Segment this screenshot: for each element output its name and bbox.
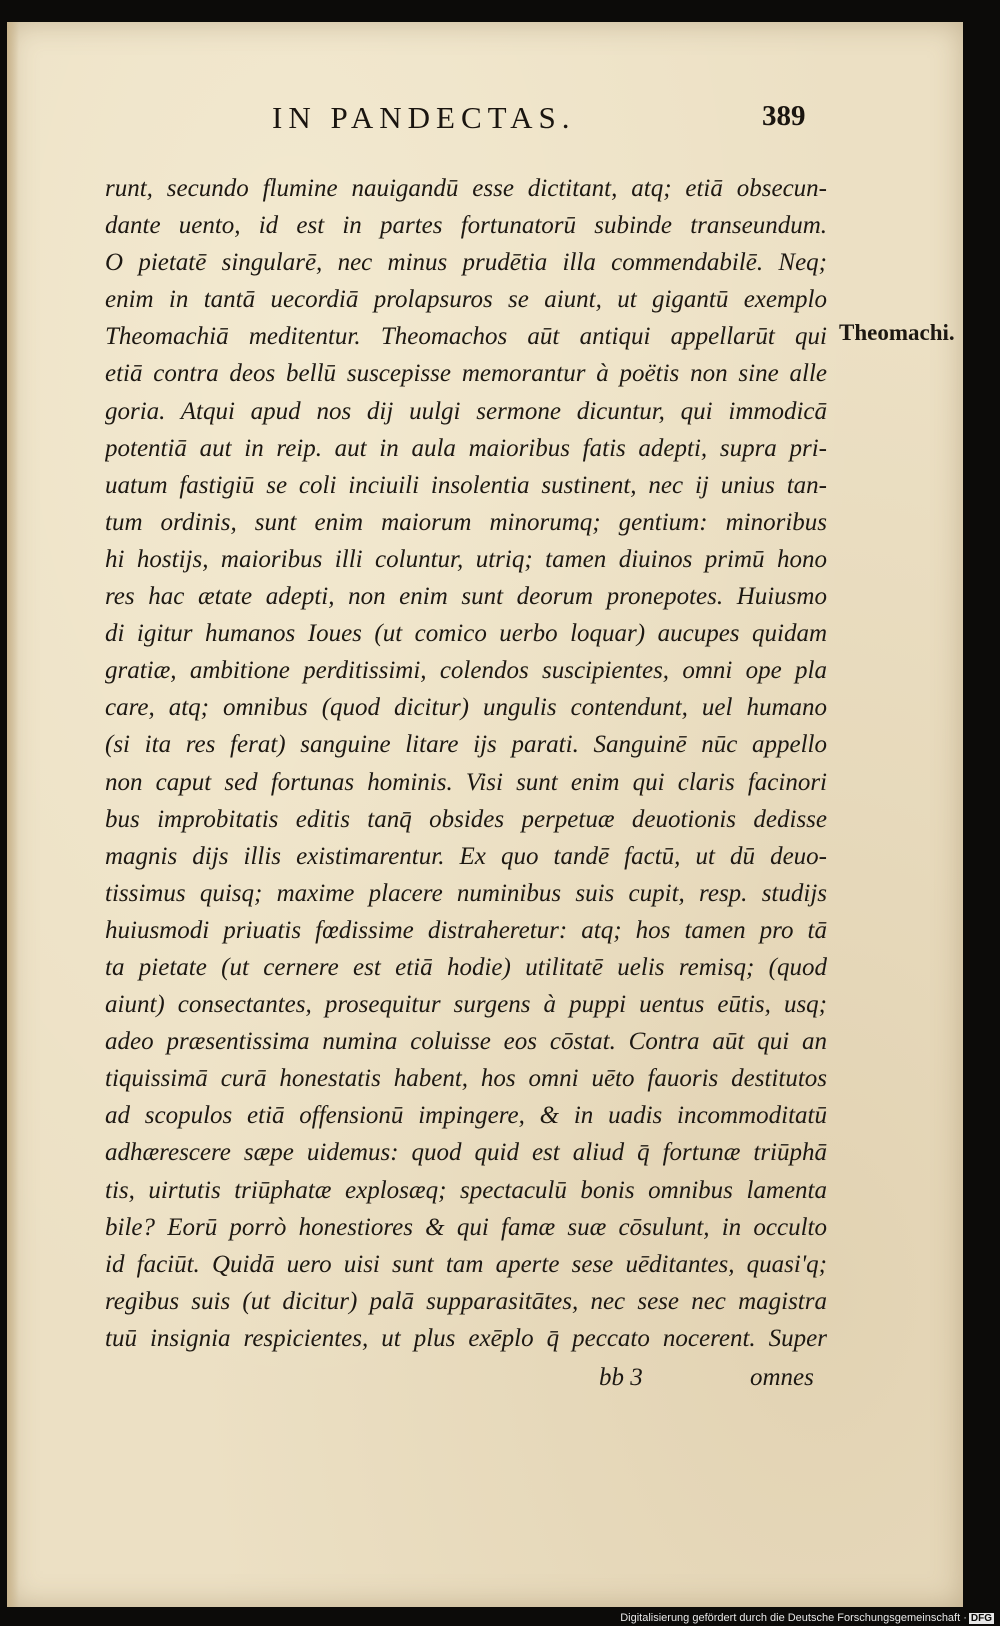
text-line: res hac ætate adepti, non enim sunt deorum pronepotes. Huiusmo bbox=[105, 583, 827, 611]
page-number: 389 bbox=[762, 100, 806, 132]
text-line: uatum fastigiū se coli inciuili insolentia sustinent, nec ij unius tan- bbox=[105, 471, 827, 499]
text-line: bile? Eorū porrò honestiores & qui famæ suæ cōsulunt, in occulto bbox=[105, 1213, 827, 1241]
running-head: IN PANDECTAS. bbox=[272, 100, 576, 135]
text-line: aiunt) consectantes, prosequitur surgens à puppi uentus eūtis, usq; bbox=[105, 991, 827, 1019]
credit-text: Digitalisierung gefördert durch die Deutsche Forschungsgemeinschaft · bbox=[620, 1612, 967, 1624]
page-header bbox=[7, 100, 963, 150]
text-line: goria. Atqui apud nos dij uulgi sermone dicuntur, qui immodicā bbox=[105, 397, 827, 425]
text-line: adeo præsentissima numina coluisse eos cōstat. Contra aūt qui an bbox=[105, 1028, 827, 1056]
text-line: tuū insignia respicientes, ut plus exēplo q̄ peccato nocerent. Super bbox=[105, 1324, 827, 1352]
text-line: non caput sed fortunas hominis. Visi sunt enim qui claris facinori bbox=[105, 768, 827, 796]
body-text bbox=[105, 170, 827, 1357]
dfg-logo: DFG bbox=[970, 1613, 992, 1624]
text-line: regibus suis (ut dicitur) palā supparasitātes, nec sese nec magistra bbox=[105, 1287, 827, 1315]
text-line: dante uento, id est in partes fortunatorū subinde transeundum. bbox=[105, 212, 827, 240]
catchword: omnes bbox=[750, 1364, 814, 1391]
text-line: (si ita res ferat) sanguine litare ijs parati. Sanguinē nūc appello bbox=[105, 731, 827, 759]
text-line: bus improbitatis editis tanq̄ obsides perpetuæ deuotionis dedisse bbox=[105, 805, 827, 833]
text-line: Theomachiā meditentur. Theomachos aūt antiqui appellarūt qui bbox=[105, 323, 827, 351]
signature-mark: bb 3 bbox=[599, 1364, 643, 1391]
text-line: tissimus quisq; maxime placere numinibus suis cupit, resp. studijs bbox=[105, 879, 827, 907]
text-line: gratiæ, ambitione perditissimi, colendos suscipientes, omni ope pla bbox=[105, 657, 827, 685]
text-line: O pietatē singularē, nec minus prudētia illa commendabilē. Neq; bbox=[105, 249, 827, 277]
page-footer bbox=[7, 1364, 963, 1404]
text-line: care, atq; omnibus (quod dicitur) ungulis contendunt, uel humano bbox=[105, 694, 827, 722]
text-line: huiusmodi priuatis fœdissime distraheretur: atq; hos tamen pro tā bbox=[105, 916, 827, 944]
book-page bbox=[7, 22, 963, 1607]
text-line: potentiā aut in reip. aut in aula maioribus fatis adepti, supra pri- bbox=[105, 434, 827, 462]
text-line: id faciūt. Quidā uero uisi sunt tam aperte sese uēditantes, quasi'q; bbox=[105, 1250, 827, 1278]
text-line: ta pietate (ut cernere est etiā hodie) utilitatē uelis remisq; (quod bbox=[105, 953, 827, 981]
text-line: ad scopulos etiā offensionū impingere, & in uadis incommoditatū bbox=[105, 1102, 827, 1130]
text-line: magnis dijs illis existimarentur. Ex quo tandē factū, ut dū deuo- bbox=[105, 842, 827, 870]
text-line: tiquissimā curā honestatis habent, hos omni uēto fauoris destitutos bbox=[105, 1065, 827, 1093]
text-line: hi hostijs, maioribus illi coluntur, utriq; tamen diuinos primū hono bbox=[105, 545, 827, 573]
text-line: tum ordinis, sunt enim maiorum minorumq; gentium: minoribus bbox=[105, 508, 827, 536]
text-line: di igitur humanos Ioues (ut comico uerbo loquar) aucupes quidam bbox=[105, 620, 827, 648]
text-line: runt, secundo flumine nauigandū esse dictitant, atq; etiā obsecun- bbox=[105, 175, 827, 202]
text-line: etiā contra deos bellū suscepisse memorantur à poëtis non sine alle bbox=[105, 360, 827, 388]
text-line: tis, uirtutis triūphatæ explosæq; spectaculū bonis omnibus lamenta bbox=[105, 1176, 827, 1204]
text-line: adhærescere sæpe uidemus: quod quid est aliud q̄ fortunæ triūphā bbox=[105, 1139, 827, 1167]
digitization-credit bbox=[620, 1612, 994, 1624]
text-line: enim in tantā uecordiā prolapsuros se aiunt, ut gigantū exemplo bbox=[105, 286, 827, 314]
marginal-note: Theomachi. bbox=[839, 320, 955, 345]
